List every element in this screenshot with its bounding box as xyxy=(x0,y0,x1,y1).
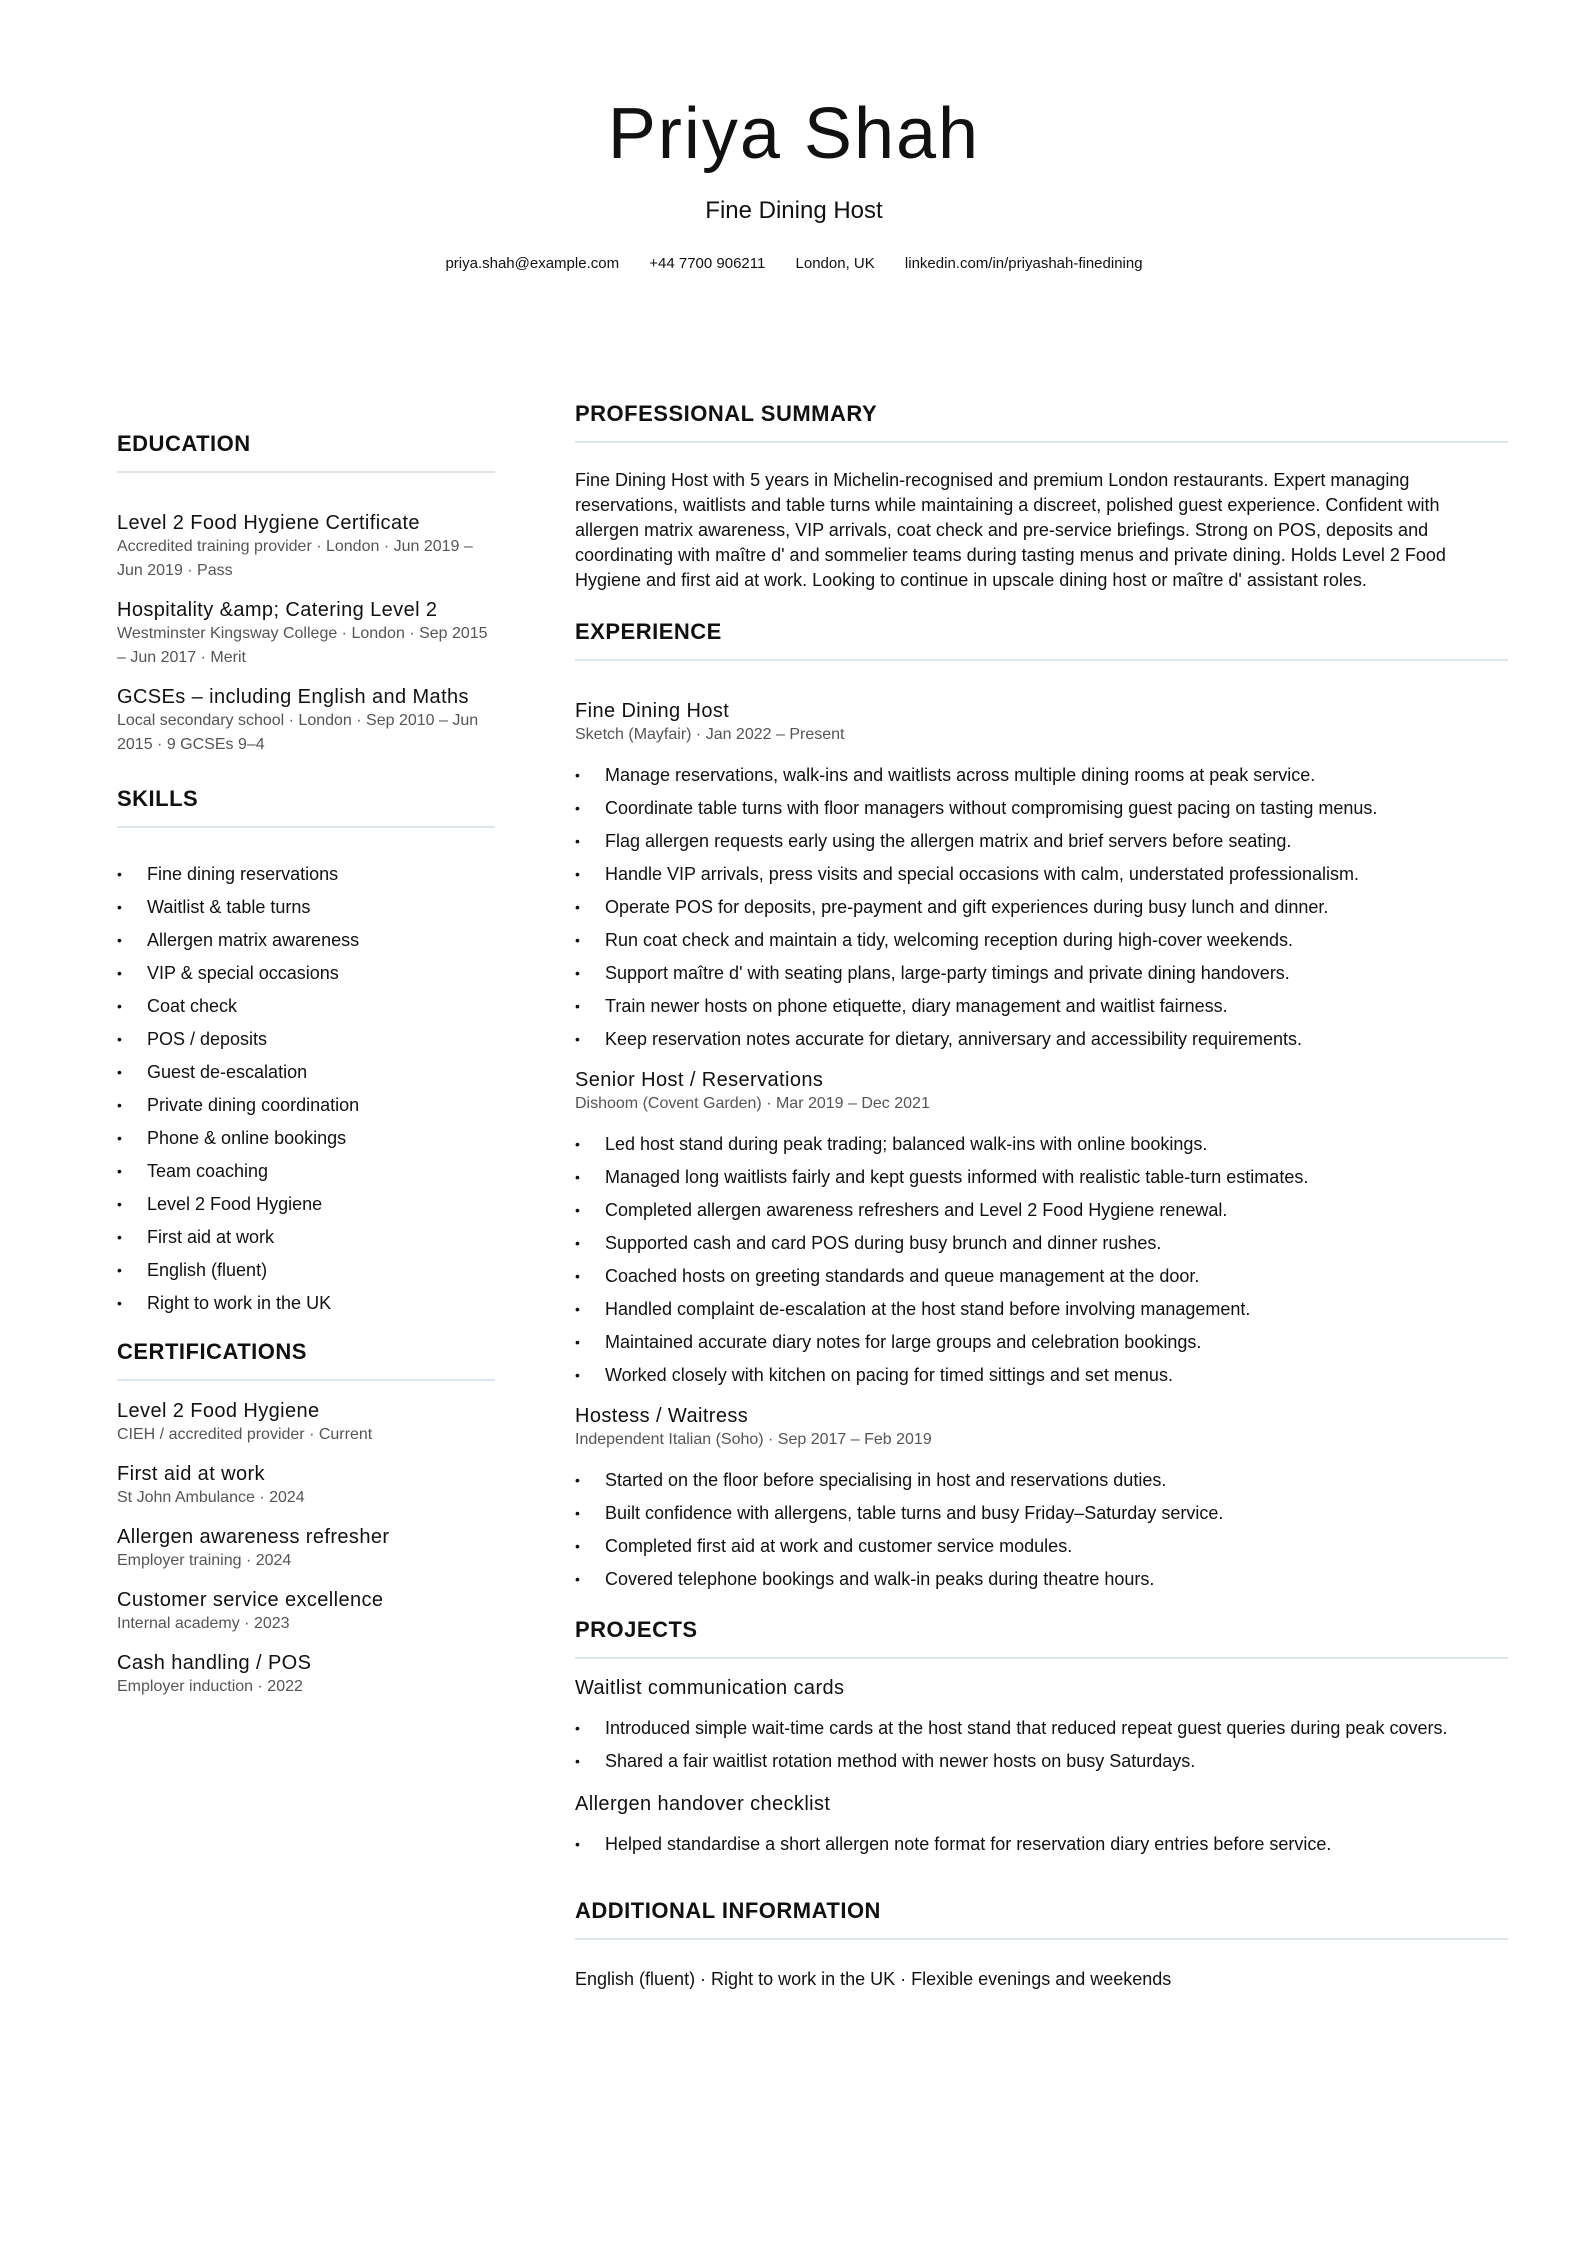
project-bullet: • Shared a fair waitlist rotation method with newer hosts on busy Saturdays. xyxy=(575,1745,1508,1778)
section-divider xyxy=(117,471,495,473)
skills-section xyxy=(117,785,495,1320)
job-bullets xyxy=(575,1128,1508,1392)
contact-phone: +44 7700 906211 xyxy=(649,255,766,272)
job-bullet: • Supported cash and card POS during busy brunch and dinner rushes. xyxy=(575,1227,1508,1260)
contact-location: London, UK xyxy=(795,255,875,272)
project-bullets xyxy=(575,1828,1508,1861)
certification-item xyxy=(117,1525,495,1573)
education-section xyxy=(117,430,495,757)
section-divider xyxy=(575,659,1508,661)
skill-item: • POS / deposits xyxy=(117,1023,495,1056)
education-item-details: Local secondary school · London · Sep 2010 – Jun 2015 · 9 GCSEs 9–4 xyxy=(117,712,479,753)
candidate-role: Fine Dining Host xyxy=(705,197,883,224)
project-bullets xyxy=(575,1712,1508,1778)
project-entry xyxy=(575,1676,1508,1778)
job-bullet: • Started on the floor before specialising in host and reservations duties. xyxy=(575,1464,1508,1497)
additional-heading: ADDITIONAL INFORMATION xyxy=(575,1898,881,1923)
job-title: Hostess / Waitress xyxy=(575,1405,749,1427)
job-details: Independent Italian (Soho) · Sep 2017 – Feb 2019 xyxy=(575,1431,932,1448)
experience-section xyxy=(575,618,1508,1596)
job-bullet: • Worked closely with kitchen on pacing for timed sittings and set menus. xyxy=(575,1359,1508,1392)
education-item xyxy=(117,685,495,757)
education-item xyxy=(117,598,495,670)
section-divider xyxy=(575,1657,1508,1659)
certification-title: Cash handling / POS xyxy=(117,1652,312,1674)
job-entry xyxy=(575,699,1508,1056)
certification-details: Employer training · 2024 xyxy=(117,1552,292,1569)
job-bullet: • Run coat check and maintain a tidy, welcoming reception during high-cover weekends. xyxy=(575,924,1508,957)
contact-email: priya.shah@example.com xyxy=(445,255,620,272)
job-bullet: • Completed first aid at work and customer service modules. xyxy=(575,1530,1508,1563)
certification-details: St John Ambulance · 2024 xyxy=(117,1489,305,1506)
education-item-details: Westminster Kingsway College · London · Sep 2015 – Jun 2017 · Merit xyxy=(117,625,488,666)
project-title: Allergen handover checklist xyxy=(575,1793,831,1815)
certification-item xyxy=(117,1399,495,1447)
contact-line xyxy=(0,254,1588,274)
education-heading: EDUCATION xyxy=(117,431,251,456)
skill-item: • Waitlist & table turns xyxy=(117,891,495,924)
skill-item: • Allergen matrix awareness xyxy=(117,924,495,957)
skills-list xyxy=(117,858,495,1320)
summary-section xyxy=(575,400,1508,593)
job-bullet: • Built confidence with allergens, table turns and busy Friday–Saturday service. xyxy=(575,1497,1508,1530)
education-item-title: GCSEs – including English and Maths xyxy=(117,686,469,708)
job-bullet: • Handled complaint de-escalation at the host stand before involving management. xyxy=(575,1293,1508,1326)
skill-item: • English (fluent) xyxy=(117,1254,495,1287)
project-bullet: • Helped standardise a short allergen note format for reservation diary entries before service. xyxy=(575,1828,1508,1861)
certification-title: First aid at work xyxy=(117,1463,265,1485)
projects-section xyxy=(575,1616,1508,1861)
skill-item: • Private dining coordination xyxy=(117,1089,495,1122)
skill-item: • Team coaching xyxy=(117,1155,495,1188)
skill-item: • Fine dining reservations xyxy=(117,858,495,891)
section-divider xyxy=(575,1938,1508,1940)
experience-heading: EXPERIENCE xyxy=(575,619,722,644)
certification-item xyxy=(117,1651,495,1699)
skills-heading: SKILLS xyxy=(117,786,199,811)
job-bullet: • Handle VIP arrivals, press visits and special occasions with calm, understated professionalism. xyxy=(575,858,1508,891)
section-divider xyxy=(117,1379,495,1381)
certification-details: Employer induction · 2022 xyxy=(117,1678,303,1695)
job-bullet: • Operate POS for deposits, pre-payment and gift experiences during busy lunch and dinner. xyxy=(575,891,1508,924)
job-bullet: • Flag allergen requests early using the allergen matrix and brief servers before seating. xyxy=(575,825,1508,858)
summary-text: Fine Dining Host with 5 years in Michelin-recognised and premium London restaurants. Expert managing reservations, waitlists and table turns while maintaining a discreet, polished guest experience. Confident with allergen matrix awareness, VIP arrivals, coat check and pre-service briefings. Strong on POS, deposits and coordinating with maître d' and sommelier teams during tasting menus and private dining. Holds Level 2 Food Hygiene and first aid at work. Looking to continue in upscale dining host or maître d' assistant roles. xyxy=(575,470,1446,590)
skill-item: • VIP & special occasions xyxy=(117,957,495,990)
job-bullet: • Manage reservations, walk-ins and waitlists across multiple dining rooms at peak service. xyxy=(575,759,1508,792)
certification-details: CIEH / accredited provider · Current xyxy=(117,1426,373,1443)
education-item xyxy=(117,511,495,583)
left-column xyxy=(117,430,495,1699)
job-bullet: • Managed long waitlists fairly and kept guests informed with realistic table-turn estimates. xyxy=(575,1161,1508,1194)
skill-item: • Coat check xyxy=(117,990,495,1023)
job-bullet: • Completed allergen awareness refreshers and Level 2 Food Hygiene renewal. xyxy=(575,1194,1508,1227)
right-column xyxy=(575,400,1508,1992)
certifications-heading: CERTIFICATIONS xyxy=(117,1339,307,1364)
project-bullet: • Introduced simple wait-time cards at the host stand that reduced repeat guest queries during peak covers. xyxy=(575,1712,1508,1745)
contact-linkedin: linkedin.com/in/priyashah-finedining xyxy=(904,255,1143,272)
job-details: Dishoom (Covent Garden) · Mar 2019 – Dec 2021 xyxy=(575,1095,930,1112)
job-bullet: • Covered telephone bookings and walk-in peaks during theatre hours. xyxy=(575,1563,1508,1596)
education-item-title: Hospitality &amp; Catering Level 2 xyxy=(117,599,438,621)
job-bullet: • Keep reservation notes accurate for dietary, anniversary and accessibility requirements. xyxy=(575,1023,1508,1056)
skill-item: • Guest de-escalation xyxy=(117,1056,495,1089)
skill-item: • Right to work in the UK xyxy=(117,1287,495,1320)
skill-item: • First aid at work xyxy=(117,1221,495,1254)
certification-details: Internal academy · 2023 xyxy=(117,1615,290,1632)
job-bullet: • Coached hosts on greeting standards and queue management at the door. xyxy=(575,1260,1508,1293)
certification-title: Customer service excellence xyxy=(117,1589,384,1611)
education-item-title: Level 2 Food Hygiene Certificate xyxy=(117,512,420,534)
project-entry xyxy=(575,1792,1508,1861)
skill-item: • Level 2 Food Hygiene xyxy=(117,1188,495,1221)
job-bullets xyxy=(575,1464,1508,1596)
section-divider xyxy=(575,441,1508,443)
projects-heading: PROJECTS xyxy=(575,1617,698,1642)
certification-item xyxy=(117,1588,495,1636)
additional-section xyxy=(575,1897,1508,1992)
job-title: Senior Host / Reservations xyxy=(575,1069,824,1091)
job-bullet: • Coordinate table turns with floor managers without compromising guest pacing on tasting menus. xyxy=(575,792,1508,825)
certifications-section xyxy=(117,1338,495,1699)
job-details: Sketch (Mayfair) · Jan 2022 – Present xyxy=(575,726,845,743)
additional-text: English (fluent) · Right to work in the UK · Flexible evenings and weekends xyxy=(575,1969,1172,1989)
job-bullet: • Maintained accurate diary notes for large groups and celebration bookings. xyxy=(575,1326,1508,1359)
job-bullet: • Support maître d' with seating plans, large-party timings and private dining handovers. xyxy=(575,957,1508,990)
job-title: Fine Dining Host xyxy=(575,700,730,722)
job-bullets xyxy=(575,759,1508,1056)
certification-item xyxy=(117,1462,495,1510)
certification-title: Level 2 Food Hygiene xyxy=(117,1400,320,1422)
job-entry xyxy=(575,1068,1508,1392)
job-bullet: • Led host stand during peak trading; balanced walk-ins with online bookings. xyxy=(575,1128,1508,1161)
section-divider xyxy=(117,826,495,828)
skill-item: • Phone & online bookings xyxy=(117,1122,495,1155)
project-title: Waitlist communication cards xyxy=(575,1677,845,1699)
certification-title: Allergen awareness refresher xyxy=(117,1526,390,1548)
job-bullet: • Train newer hosts on phone etiquette, diary management and waitlist fairness. xyxy=(575,990,1508,1023)
education-item-details: Accredited training provider · London · Jun 2019 – Jun 2019 · Pass xyxy=(117,538,473,579)
job-entry xyxy=(575,1404,1508,1596)
candidate-name: Priya Shah xyxy=(607,94,981,174)
summary-heading: PROFESSIONAL SUMMARY xyxy=(575,401,878,426)
